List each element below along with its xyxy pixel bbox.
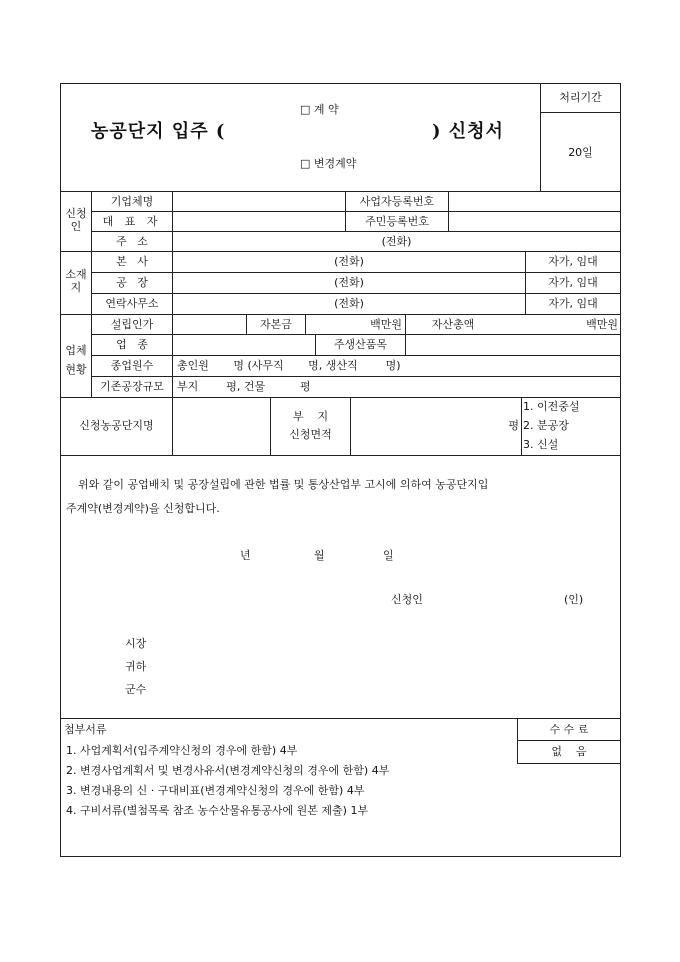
attachment-item: 4. 구비서류(별첨목록 참조 농수산물유통공사에 원본 제출) 1부 (66, 804, 369, 817)
company-name-field[interactable] (174, 193, 344, 210)
row-line (60, 455, 621, 456)
row-line (91, 272, 621, 273)
row-line (60, 191, 621, 192)
row-line (91, 334, 621, 335)
option-change-contract[interactable]: □ 변경계약 (300, 157, 357, 170)
processing-divider (540, 112, 620, 113)
business-registration-label: 사업자등록번호 (359, 195, 435, 208)
site-area-label-1: 부 지 (292, 410, 329, 423)
attachment-item: 2. 변경사업계획서 및 변경사유서(변경계약신청의 경우에 한함) 4부 (66, 764, 390, 777)
applicant-group-label: 신청 인 (65, 207, 87, 233)
declaration-line-1: 위와 같이 공업배치 및 공장설립에 관한 법률 및 통상산업부 고시에 의하여 농공단지입 (78, 478, 489, 491)
main-products-field[interactable] (407, 336, 618, 353)
company-name-label: 기업체명 (110, 195, 154, 208)
address-phone-label[interactable]: (전화) (381, 235, 412, 248)
total-assets-unit[interactable]: 백만원 (586, 318, 618, 331)
site-option-new[interactable]: 3. 신설 (523, 438, 559, 451)
site-area-label-2: 신청면적 (289, 428, 332, 441)
row-line (60, 397, 621, 398)
form-title-prefix: 농공단지 입주 ( (91, 121, 226, 142)
head-office-ownership[interactable]: 자가, 임대 (548, 255, 598, 268)
label-divider (172, 191, 173, 455)
row-line (91, 231, 621, 232)
employees-text[interactable]: 총인원 명 (사무직 명, 생산직 명) (177, 359, 401, 372)
fee-label: 수 수 료 (549, 723, 589, 736)
col-divider (448, 191, 449, 231)
factory-ownership[interactable]: 자가, 임대 (548, 276, 598, 289)
site-name-field[interactable] (174, 399, 269, 453)
fee-value: 없 음 (551, 745, 587, 758)
attachment-item: 3. 변경내용의 신 · 구대비표(변경계약신청의 경우에 한함) 4부 (66, 784, 365, 797)
capital-unit[interactable]: 백만원 (370, 318, 402, 331)
total-assets-label: 자산총액 (431, 318, 475, 331)
processing-period-value: 20일 (568, 146, 593, 159)
factory-scale-label: 기존공장규모 (100, 380, 164, 393)
date-year-label[interactable]: 년 (240, 549, 251, 562)
attachments-heading: 첨부서류 (64, 723, 107, 736)
established-label: 설립인가 (110, 318, 154, 331)
attachment-item: 1. 사업계획서(입주계약신청의 경우에 한함) 4부 (66, 744, 298, 757)
business-type-label: 업 종 (116, 338, 148, 351)
applicant-signature-label: 신청인 (391, 593, 423, 606)
row-line (60, 718, 621, 719)
head-office-label: 본 사 (116, 255, 148, 268)
date-month-label[interactable]: 월 (314, 549, 325, 562)
liaison-office-ownership[interactable]: 자가, 임대 (548, 297, 598, 310)
row-line (60, 314, 621, 315)
factory-scale-text[interactable]: 부지 평, 건물 평 (177, 380, 311, 393)
site-name-label: 신청농공단지명 (79, 419, 154, 432)
row-line (60, 251, 621, 252)
liaison-office-label: 연락사무소 (105, 297, 159, 310)
location-group-label: 소재 지 (65, 268, 87, 294)
site-area-unit[interactable]: 평 (508, 419, 519, 432)
row-line (91, 293, 621, 294)
border-bottom (60, 856, 621, 857)
row-line (91, 355, 621, 356)
fee-row-line (517, 763, 621, 764)
col-divider (270, 397, 271, 455)
col-divider (521, 397, 522, 455)
company-status-group-label: 업체 현황 (65, 344, 87, 376)
declaration-line-2: 주계약(변경계약)을 신청합니다. (66, 502, 220, 515)
employees-label: 종업원수 (110, 359, 154, 372)
addressee-honorific: 귀하 (125, 660, 147, 673)
form-title-suffix: ) 신청서 (432, 121, 504, 142)
site-option-relocation[interactable]: 1. 이전중설 (523, 400, 580, 413)
address-label: 주 소 (116, 235, 148, 248)
representative-field[interactable] (174, 213, 344, 230)
head-office-phone[interactable]: (전화) (334, 255, 364, 268)
capital-label: 자본금 (260, 318, 292, 331)
date-day-label[interactable]: 일 (383, 549, 394, 562)
fee-row-line (517, 740, 621, 741)
option-contract[interactable]: □ 계 약 (300, 103, 339, 116)
business-type-field[interactable] (174, 336, 314, 353)
border-left (60, 83, 61, 857)
row-line (91, 211, 621, 212)
business-registration-field[interactable] (450, 193, 618, 210)
resident-registration-label: 주민등록번호 (365, 215, 429, 228)
seal-mark[interactable]: (인) (564, 593, 584, 606)
resident-registration-field[interactable] (450, 213, 618, 230)
factory-phone[interactable]: (전화) (334, 276, 364, 289)
col-divider (405, 334, 406, 355)
processing-period-label: 처리기간 (559, 91, 602, 104)
factory-label: 공 장 (116, 276, 148, 289)
site-option-branch-factory[interactable]: 2. 분공장 (523, 419, 569, 432)
representative-label: 대 표 자 (102, 215, 162, 228)
border-top (60, 83, 621, 84)
addressee-mayor: 시장 (125, 637, 147, 650)
liaison-office-phone[interactable]: (전화) (334, 297, 364, 310)
addressee-county-head: 군수 (125, 683, 147, 696)
row-line (91, 376, 621, 377)
main-products-label: 주생산품목 (333, 338, 388, 351)
established-field[interactable] (174, 316, 245, 333)
